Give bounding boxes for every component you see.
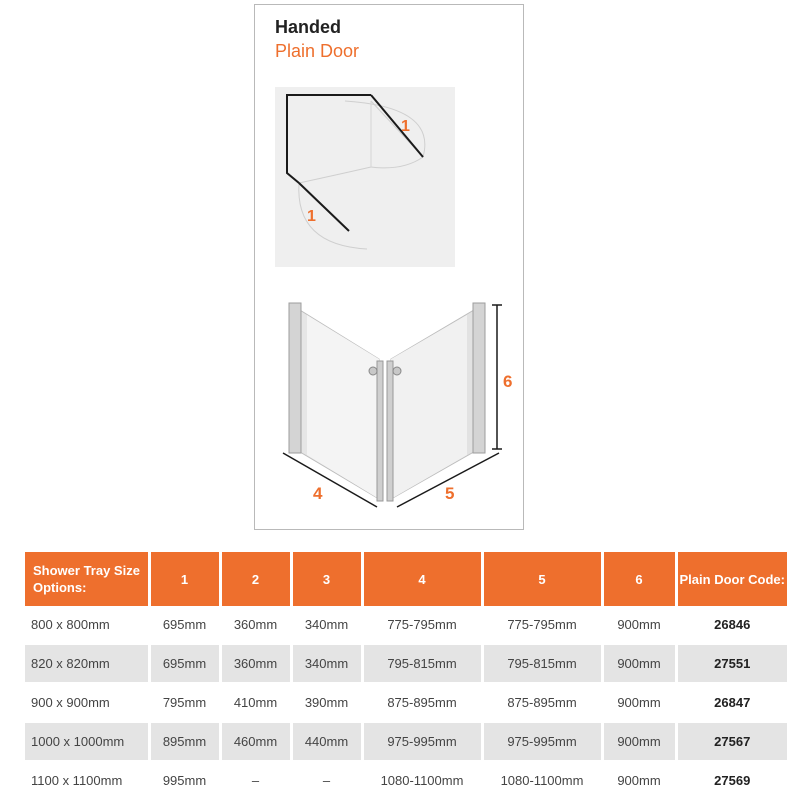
product-diagram-card — [254, 4, 524, 530]
door-code-cell: 26847 — [676, 683, 787, 722]
table-cell: 995mm — [149, 761, 220, 799]
tray-size-cell: 800 x 800mm — [25, 606, 149, 644]
header-dim-2: 2 — [220, 552, 291, 606]
table-row — [25, 644, 787, 683]
header-door-code: Plain Door Code: — [676, 552, 787, 606]
card-title: Handed — [275, 17, 342, 37]
door-code-cell: 26846 — [676, 606, 787, 644]
table-cell: 440mm — [291, 722, 362, 761]
swing-arc-right-outer — [345, 101, 425, 157]
table-cell: 900mm — [602, 722, 676, 761]
tray-size-cell: 900 x 900mm — [25, 683, 149, 722]
table-row — [25, 761, 787, 799]
right-width-dimension-label: 5 — [445, 484, 455, 503]
table-cell: 900mm — [602, 761, 676, 799]
table-cell: 695mm — [149, 606, 220, 644]
table-cell: 695mm — [149, 644, 220, 683]
table-cell: 900mm — [602, 606, 676, 644]
table-cell: 775-795mm — [482, 606, 602, 644]
right-glass-highlight — [391, 315, 467, 499]
table-cell: 340mm — [291, 606, 362, 644]
header-dim-4: 4 — [362, 552, 482, 606]
tray-size-cell: 1000 x 1000mm — [25, 722, 149, 761]
table-cell: 1080-1100mm — [362, 761, 482, 799]
table-cell: 875-895mm — [362, 683, 482, 722]
table-cell: 360mm — [220, 606, 291, 644]
header-dim-6: 6 — [602, 552, 676, 606]
table-cell: 975-995mm — [362, 722, 482, 761]
right-door-leaf — [371, 95, 423, 157]
plan-view-svg — [275, 87, 455, 267]
table-cell: 975-995mm — [482, 722, 602, 761]
left-wall-profile — [289, 303, 301, 453]
table-cell: 360mm — [220, 644, 291, 683]
table-cell: – — [291, 761, 362, 799]
table-row — [25, 683, 787, 722]
table-cell: 410mm — [220, 683, 291, 722]
left-width-dimension-label: 4 — [313, 484, 323, 503]
size-options-table — [25, 552, 787, 799]
table-cell: 1080-1100mm — [482, 761, 602, 799]
door-elevation-diagram — [273, 293, 513, 523]
right-meeting-post — [387, 361, 393, 501]
table-cell: 390mm — [291, 683, 362, 722]
plan-view-diagram — [275, 87, 455, 267]
left-meeting-post — [377, 361, 383, 501]
plan-label-left: 1 — [307, 208, 316, 225]
table-cell: 795-815mm — [362, 644, 482, 683]
tray-size-cell: 820 x 820mm — [25, 644, 149, 683]
header-dim-5: 5 — [482, 552, 602, 606]
table-cell: 875-895mm — [482, 683, 602, 722]
door-code-cell: 27567 — [676, 722, 787, 761]
table-cell: 795mm — [149, 683, 220, 722]
door-code-cell: 27551 — [676, 644, 787, 683]
table-cell: 900mm — [602, 644, 676, 683]
table-row — [25, 606, 787, 644]
right-handle-icon — [393, 367, 401, 375]
card-subtitle: Plain Door — [275, 41, 360, 61]
table-cell: 460mm — [220, 722, 291, 761]
door-elevation-svg — [273, 293, 513, 523]
table-cell: 900mm — [602, 683, 676, 722]
left-handle-icon — [369, 367, 377, 375]
header-dim-1: 1 — [149, 552, 220, 606]
door-code-cell: 27569 — [676, 761, 787, 799]
table-header-row — [25, 552, 787, 606]
swing-arc-left-top — [299, 167, 371, 183]
tray-size-cell: 1100 x 1100mm — [25, 761, 149, 799]
plan-label-right: 1 — [401, 118, 410, 135]
header-dim-3: 3 — [291, 552, 362, 606]
table-cell: 340mm — [291, 644, 362, 683]
height-dimension-label: 6 — [503, 372, 513, 391]
table-cell: 775-795mm — [362, 606, 482, 644]
left-glass-highlight — [307, 315, 379, 499]
table-cell: – — [220, 761, 291, 799]
table-cell: 795-815mm — [482, 644, 602, 683]
table-row — [25, 722, 787, 761]
table-cell: 895mm — [149, 722, 220, 761]
right-wall-profile — [473, 303, 485, 453]
header-tray-size: Shower Tray Size Options: — [25, 552, 149, 606]
